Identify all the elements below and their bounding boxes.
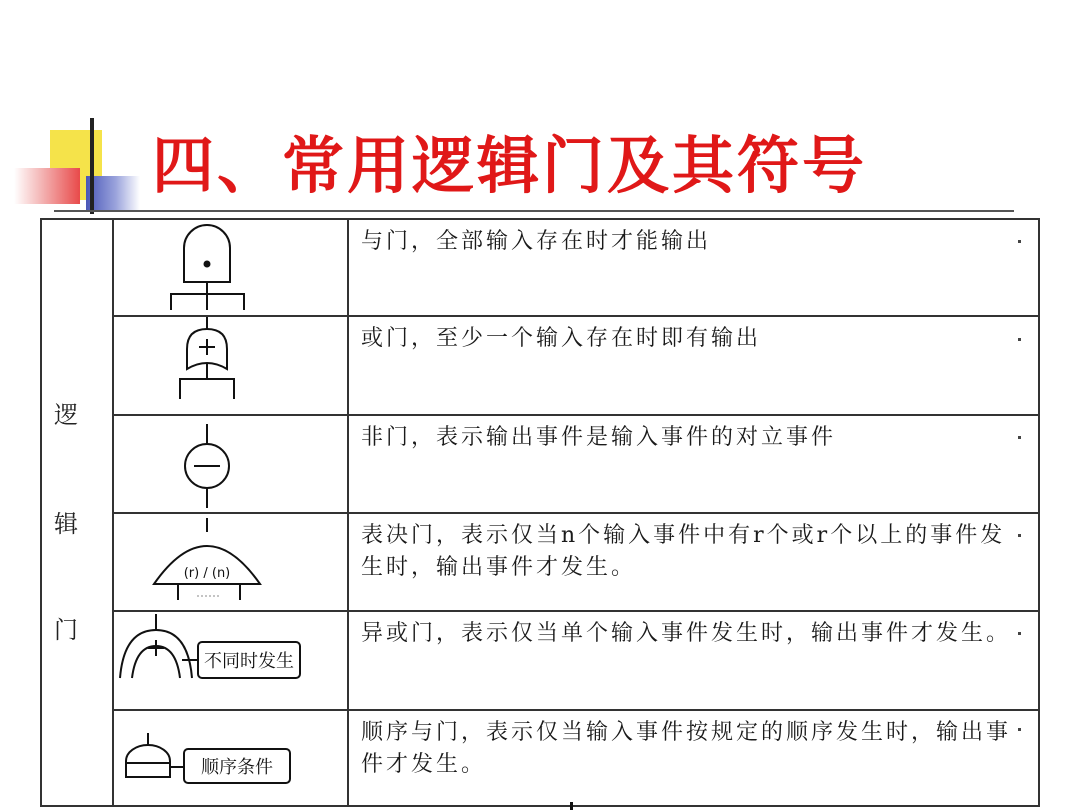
title-underline: [54, 210, 1014, 212]
gate-description: 或门，至少一个输入存在时即有输出: [348, 316, 1039, 415]
category-char: 门: [54, 616, 78, 644]
margin-dot: [1018, 534, 1021, 537]
or-gate-icon: [114, 317, 347, 414]
table-row: [41, 513, 1039, 611]
decor-red-gradient: [14, 168, 80, 204]
gate-description: 表决门，表示仅当n个输入事件中有r个或r个以上的事件发生时，输出事件才发生。: [348, 513, 1039, 611]
symbol-cell: [113, 710, 348, 806]
voting-gate-icon: [114, 514, 347, 610]
table-row: [41, 710, 1039, 806]
voting-label: (r) / (n): [183, 566, 231, 581]
decor-vertical-line: [90, 118, 94, 214]
and-gate-icon: [114, 220, 347, 315]
gate-description: 非门，表示输出事件是输入事件的对立事件: [348, 415, 1039, 513]
not-gate-icon: [114, 416, 347, 512]
category-cell: [41, 219, 113, 806]
xor-gate-icon: [114, 612, 347, 709]
symbol-cell: [113, 316, 348, 415]
slide-title: 四、常用逻辑门及其符号: [152, 129, 868, 202]
margin-dot: [1018, 632, 1021, 635]
margin-dot: [1018, 728, 1021, 731]
priority-and-gate-icon: [114, 711, 347, 805]
gate-description: 与门，全部输入存在时才能输出: [348, 219, 1039, 316]
category-char: 辑: [54, 510, 78, 538]
decor-blue-gradient: [86, 176, 140, 212]
logic-gate-table: [40, 218, 1040, 807]
table-row: [41, 611, 1039, 710]
table-row: [41, 219, 1039, 316]
margin-dot: [1018, 338, 1021, 341]
table-row: [41, 415, 1039, 513]
gate-description: 异或门，表示仅当单个输入事件发生时，输出事件才发生。: [348, 611, 1039, 710]
xor-condition-label: 不同时发生: [204, 651, 294, 672]
bottom-tick: [570, 802, 573, 810]
priority-condition-label: 顺序条件: [201, 757, 273, 778]
table-row: [41, 316, 1039, 415]
symbol-cell: [113, 219, 348, 316]
margin-dot: [1018, 240, 1021, 243]
symbol-cell: [113, 611, 348, 710]
gate-description: 顺序与门，表示仅当输入事件按规定的顺序发生时，输出事件才发生。: [348, 710, 1039, 806]
margin-dot: [1018, 436, 1021, 439]
symbol-cell: [113, 513, 348, 611]
symbol-cell: [113, 415, 348, 513]
category-char: 逻: [54, 401, 78, 429]
